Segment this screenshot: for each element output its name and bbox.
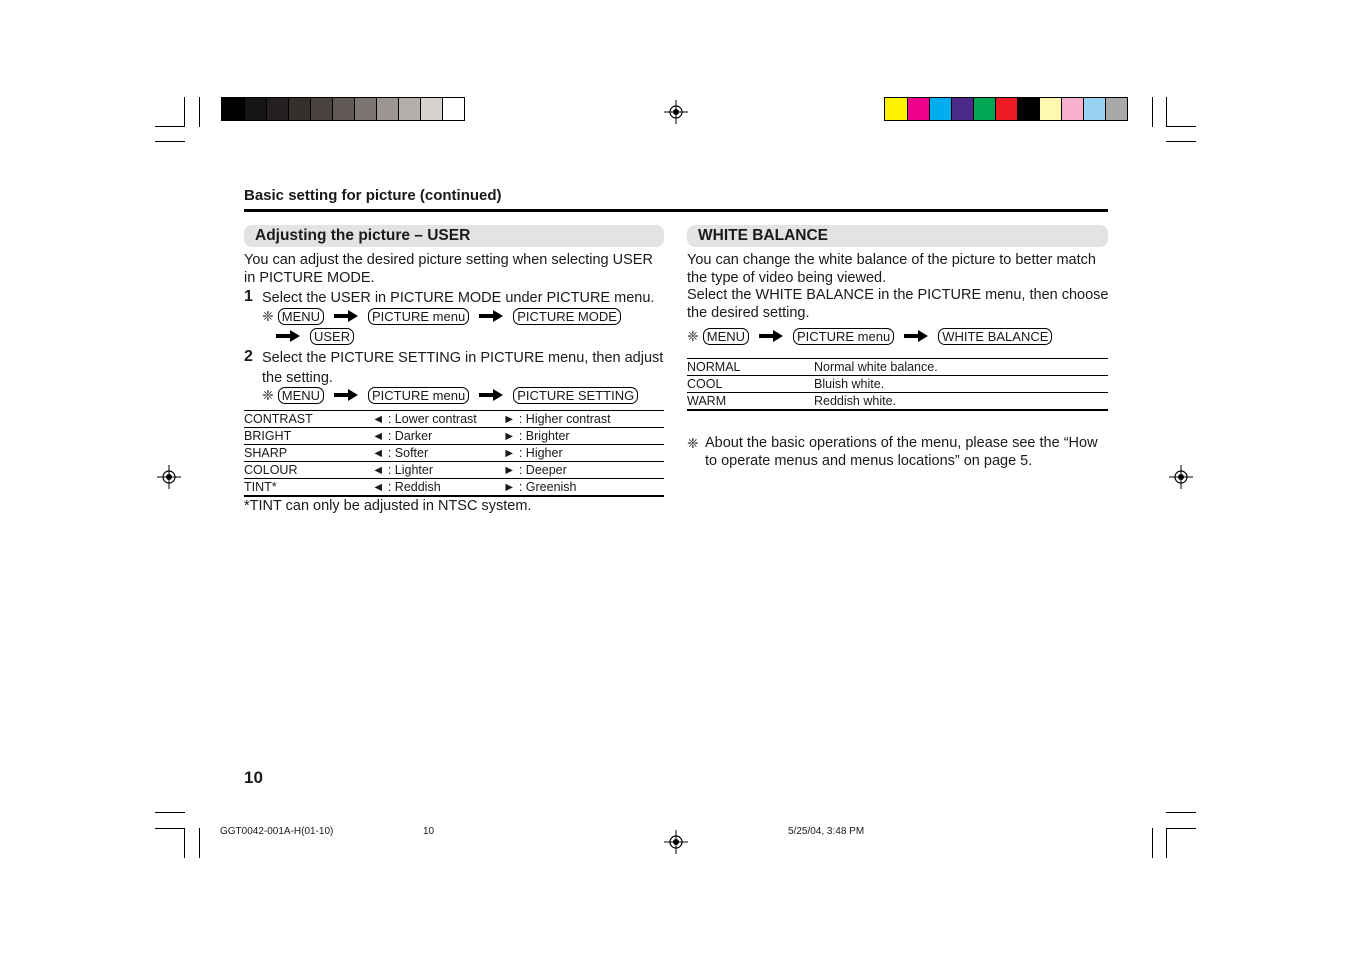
user-key: USER xyxy=(310,328,354,345)
calibration-swatch xyxy=(1083,98,1105,120)
calibration-swatch xyxy=(1105,98,1127,120)
page-number: 10 xyxy=(244,768,263,787)
white-balance-intro xyxy=(687,252,1112,322)
arrow-right-icon xyxy=(479,389,503,401)
calibration-swatch xyxy=(885,98,907,120)
wb-option-name: NORMAL xyxy=(687,359,814,376)
calibration-swatch xyxy=(929,98,951,120)
star-bullet-icon: ❈ xyxy=(262,307,274,324)
crop-mark xyxy=(1152,97,1153,127)
intro-line: You can adjust the desired picture setting when selecting USER xyxy=(244,252,653,268)
crop-mark xyxy=(155,828,185,829)
crop-mark xyxy=(199,97,200,127)
note-line: to operate menus and menus locations” on page 5. xyxy=(705,452,1033,469)
registration-mark-icon xyxy=(664,830,688,854)
crop-mark xyxy=(155,126,185,127)
step-2-sequence xyxy=(262,386,638,404)
setting-left-value: ◄ : Softer xyxy=(372,445,503,462)
setting-right-value: ► : Deeper xyxy=(503,462,664,479)
setting-name: CONTRAST xyxy=(244,411,372,428)
footer-timestamp: 5/25/04, 3:48 PM xyxy=(788,826,865,837)
star-bullet-icon: ❈ xyxy=(262,386,274,403)
menu-key: MENU xyxy=(278,387,324,404)
picture-setting-key: PICTURE SETTING xyxy=(513,387,638,404)
registration-mark-icon xyxy=(157,465,181,489)
intro-line: in PICTURE MODE. xyxy=(244,269,375,286)
calibration-swatch xyxy=(1039,98,1061,120)
crop-mark xyxy=(155,141,185,142)
calibration-swatch xyxy=(376,98,398,120)
calibration-swatch xyxy=(310,98,332,120)
calibration-swatch xyxy=(398,98,420,120)
wb-option-desc: Reddish white. xyxy=(814,393,1108,411)
arrow-right-icon xyxy=(759,330,783,342)
white-balance-heading: WHITE BALANCE xyxy=(687,225,1108,247)
user-heading: Adjusting the picture – USER xyxy=(244,225,664,247)
color-calibration-strip xyxy=(884,97,1128,121)
white-balance-key: WHITE BALANCE xyxy=(938,328,1052,345)
table-row xyxy=(244,445,664,462)
crop-mark xyxy=(1166,97,1167,127)
setting-left-value: ◄ : Lower contrast xyxy=(372,411,503,428)
wb-option-desc: Bluish white. xyxy=(814,376,1108,393)
intro-line: You can change the white balance of the picture to better match xyxy=(687,252,1096,268)
arrow-right-icon xyxy=(334,389,358,401)
crop-mark xyxy=(184,828,185,858)
calibration-swatch xyxy=(420,98,442,120)
calibration-swatch xyxy=(907,98,929,120)
white-balance-table xyxy=(687,359,1108,411)
user-intro xyxy=(244,252,674,287)
calibration-swatch xyxy=(332,98,354,120)
arrow-right-icon xyxy=(334,310,358,322)
calibration-swatch xyxy=(288,98,310,120)
menu-key: MENU xyxy=(703,328,749,345)
arrow-right-icon xyxy=(904,330,928,342)
picture-setting-table xyxy=(244,411,664,497)
setting-right-value: ► : Higher contrast xyxy=(503,411,664,428)
arrow-right-icon xyxy=(276,330,300,342)
crop-mark xyxy=(1166,126,1196,127)
step-number: 1 xyxy=(244,288,253,305)
table-row xyxy=(687,359,1108,376)
step-1-text: Select the USER in PICTURE MODE under PICTURE menu. xyxy=(262,290,655,306)
star-bullet-icon: ❈ xyxy=(687,435,699,451)
step-2-line: the setting. xyxy=(262,369,333,386)
intro-line: Select the WHITE BALANCE in the PICTURE menu, then choose xyxy=(687,287,1109,303)
calibration-swatch xyxy=(354,98,376,120)
setting-name: BRIGHT xyxy=(244,428,372,445)
calibration-swatch xyxy=(1017,98,1039,120)
crop-mark xyxy=(1166,812,1196,813)
picture-mode-key: PICTURE MODE xyxy=(513,308,621,325)
setting-name: SHARP xyxy=(244,445,372,462)
calibration-swatch xyxy=(995,98,1017,120)
crop-mark xyxy=(1166,828,1196,829)
crop-mark xyxy=(1152,828,1153,858)
crop-mark xyxy=(184,97,185,127)
step-1-sequence-row-1 xyxy=(262,307,621,325)
calibration-swatch xyxy=(442,98,464,120)
step-number: 2 xyxy=(244,348,253,365)
white-balance-sequence xyxy=(687,327,1052,345)
footer-job-code: GGT0042-001A-H(01-10) xyxy=(220,826,334,837)
calibration-swatch xyxy=(951,98,973,120)
setting-left-value: ◄ : Lighter xyxy=(372,462,503,479)
step-2-text xyxy=(262,350,672,387)
wb-option-name: WARM xyxy=(687,393,814,411)
picture-menu-key: PICTURE menu xyxy=(368,387,469,404)
intro-line: the desired setting. xyxy=(687,304,810,321)
table-row xyxy=(244,462,664,479)
menu-key: MENU xyxy=(278,308,324,325)
star-bullet-icon: ❈ xyxy=(687,327,699,344)
setting-right-value: ► : Higher xyxy=(503,445,664,462)
footer-page: 10 xyxy=(423,826,435,837)
crop-mark xyxy=(1166,828,1167,858)
table-row xyxy=(244,411,664,428)
setting-right-value: ► : Brighter xyxy=(503,428,664,445)
table-row xyxy=(687,393,1108,411)
wb-option-desc: Normal white balance. xyxy=(814,359,1108,376)
wb-option-name: COOL xyxy=(687,376,814,393)
picture-menu-key: PICTURE menu xyxy=(368,308,469,325)
crop-mark xyxy=(1166,141,1196,142)
arrow-right-icon xyxy=(479,310,503,322)
registration-mark-icon xyxy=(1169,465,1193,489)
setting-right-value: ► : Greenish xyxy=(503,479,664,497)
crop-mark xyxy=(199,828,200,858)
title-rule xyxy=(244,209,1108,212)
calibration-swatch xyxy=(1061,98,1083,120)
calibration-swatch xyxy=(244,98,266,120)
calibration-swatch xyxy=(973,98,995,120)
menu-operations-note xyxy=(687,435,1112,470)
setting-name: COLOUR xyxy=(244,462,372,479)
calibration-swatch xyxy=(266,98,288,120)
step-1-sequence-row-2 xyxy=(270,327,354,345)
setting-name: TINT* xyxy=(244,479,372,497)
setting-left-value: ◄ : Darker xyxy=(372,428,503,445)
crop-mark xyxy=(155,812,185,813)
section-title: Basic setting for picture (continued) xyxy=(244,187,502,204)
registration-mark-icon xyxy=(664,100,688,124)
grey-calibration-strip xyxy=(221,97,465,121)
picture-menu-key: PICTURE menu xyxy=(793,328,894,345)
intro-line: the type of video being viewed. xyxy=(687,269,887,286)
table-row xyxy=(244,428,664,445)
table-row xyxy=(687,376,1108,393)
note-line: About the basic operations of the menu, please see the “How xyxy=(705,435,1098,451)
tint-footnote: *TINT can only be adjusted in NTSC system. xyxy=(244,498,532,514)
step-2-line: Select the PICTURE SETTING in PICTURE menu, then adjust xyxy=(262,350,664,366)
setting-left-value: ◄ : Reddish xyxy=(372,479,503,497)
table-row xyxy=(244,479,664,497)
calibration-swatch xyxy=(222,98,244,120)
